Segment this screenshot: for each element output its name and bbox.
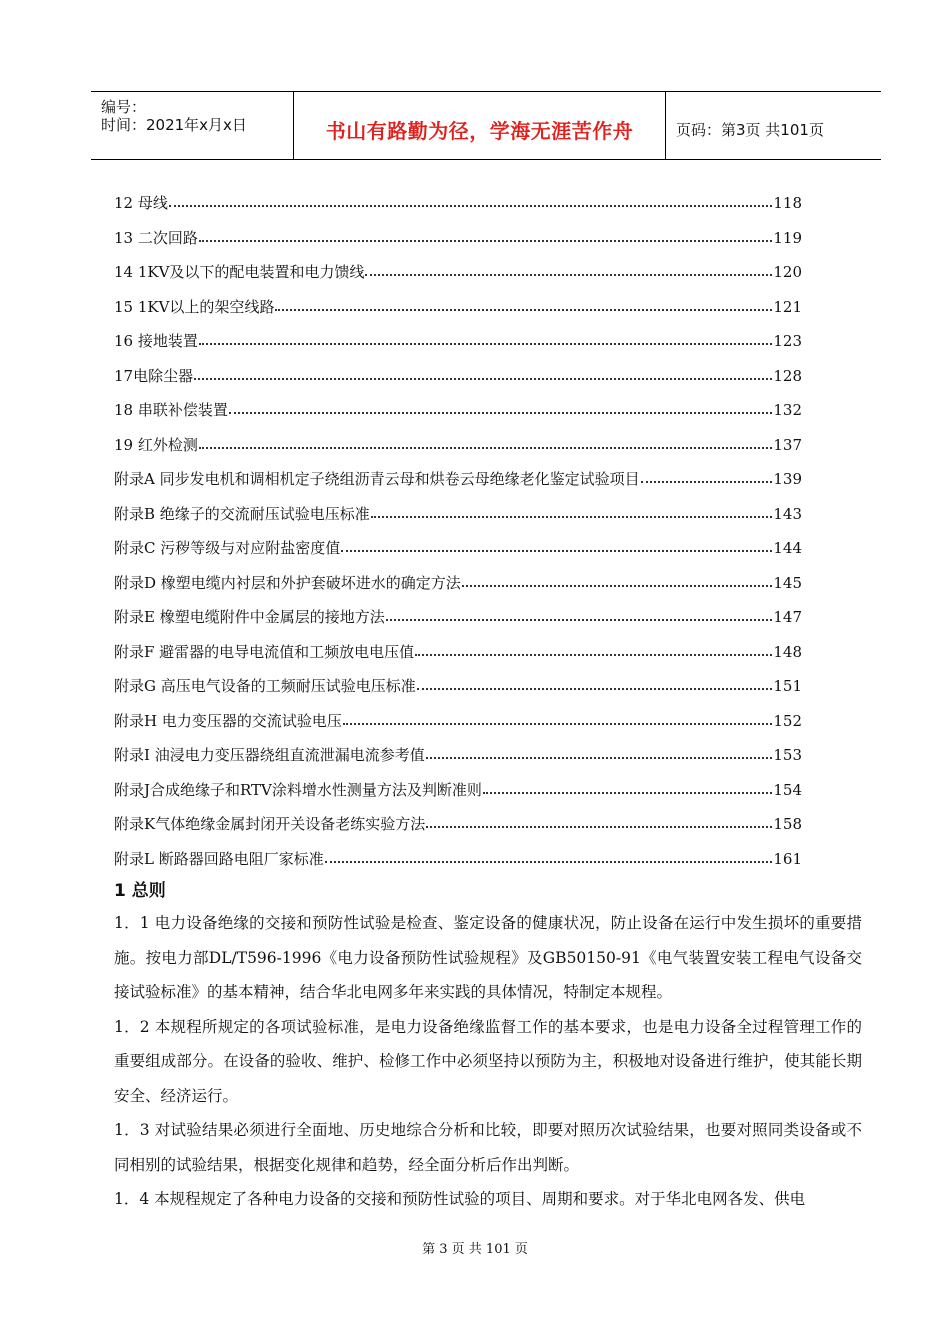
toc-entry-page: 121 <box>773 297 802 316</box>
toc-entry-label: 附录A 同步发电机和调相机定子绕组沥青云母和烘卷云母绝缘老化鉴定试验项目 <box>114 470 640 489</box>
toc-leader-dots <box>415 654 772 656</box>
toc-leader-dots <box>386 619 773 621</box>
toc-entry-page: 123 <box>773 332 802 351</box>
body-paragraph: 1．1 电力设备绝缘的交接和预防性试验是检查、鉴定设备的健康状况，防止设备在运行中发生损坏的重要措施。按电力部DL/T596-1996《电力设备预防性试验规程》及GB50150-91《电气装置安装工程电气设备交接试验标准》的基本精神，结合华北电网多年来实践的具体情况，特制定本规程。 <box>114 914 862 1001</box>
toc-leader-dots <box>641 481 773 483</box>
toc-entry-label: 附录G 高压电气设备的工频耐压试验电压标准 <box>114 677 416 696</box>
toc-entry <box>114 531 802 566</box>
toc-entry <box>114 428 802 463</box>
toc-entry <box>114 255 802 290</box>
table-of-contents <box>114 186 802 876</box>
toc-entry-page: 154 <box>773 780 802 799</box>
toc-entry-label: 18 串联补偿装置 <box>114 401 228 420</box>
toc-entry <box>114 462 802 497</box>
toc-entry <box>114 738 802 773</box>
toc-leader-dots <box>371 516 773 518</box>
toc-entry-page: 153 <box>773 746 802 765</box>
toc-leader-dots <box>229 412 773 414</box>
section-title: 1 总则 <box>114 881 166 901</box>
toc-leader-dots <box>343 723 773 725</box>
toc-entry-label: 附录C 污秽等级与对应附盐密度值 <box>114 539 341 558</box>
document-header <box>91 91 881 160</box>
toc-entry-page: 137 <box>773 435 802 454</box>
toc-entry <box>114 497 802 532</box>
toc-entry <box>114 807 802 842</box>
toc-leader-dots <box>341 550 772 552</box>
toc-entry <box>114 704 802 739</box>
toc-entry-page: 147 <box>773 608 802 627</box>
toc-leader-dots <box>417 688 773 690</box>
toc-leader-dots <box>194 378 772 380</box>
toc-entry-page: 120 <box>773 263 802 282</box>
toc-entry <box>114 842 802 877</box>
toc-entry-label: 附录D 橡塑电缆内衬层和外护套破坏进水的确定方法 <box>114 573 461 592</box>
toc-entry <box>114 566 802 601</box>
toc-entry <box>114 393 802 428</box>
toc-entry-label: 附录J合成绝缘子和RTV涂料增水性测量方法及判断准则 <box>114 780 482 799</box>
number-label: 编号： <box>101 98 147 116</box>
body-paragraph: 1．4 本规程规定了各种电力设备的交接和预防性试验的项目、周期和要求。对于华北电网各发、供电 <box>114 1190 806 1208</box>
toc-entry <box>114 773 802 808</box>
toc-entry-label: 附录I 油浸电力变压器绕组直流泄漏电流参考值 <box>114 746 425 765</box>
toc-entry-page: 118 <box>773 194 802 213</box>
header-page-cell <box>666 92 881 159</box>
header-info-cell <box>91 92 293 159</box>
toc-entry-page: 145 <box>773 573 802 592</box>
toc-leader-dots <box>275 309 772 311</box>
toc-leader-dots <box>169 205 773 207</box>
toc-leader-dots <box>462 585 773 587</box>
toc-leader-dots <box>325 861 773 863</box>
toc-leader-dots <box>426 826 772 828</box>
toc-entry-page: 139 <box>773 470 802 489</box>
toc-entry-page: 143 <box>773 504 802 523</box>
toc-entry <box>114 290 802 325</box>
toc-entry <box>114 669 802 704</box>
toc-entry-label: 14 1KV及以下的配电装置和电力馈线 <box>114 263 365 282</box>
toc-entry <box>114 324 802 359</box>
toc-entry-label: 附录K气体绝缘金属封闭开关设备老练实验方法 <box>114 815 426 834</box>
toc-entry <box>114 221 802 256</box>
toc-entry <box>114 359 802 394</box>
toc-entry <box>114 186 802 221</box>
page-info: 页码：第3页 共101页 <box>676 121 824 139</box>
toc-leader-dots <box>199 343 773 345</box>
body-paragraph: 1．2 本规程所规定的各项试验标准，是电力设备绝缘监督工作的基本要求，也是电力设备全过程管理工作的重要组成部分。在设备的验收、维护、检修工作中必须坚持以预防为主，积极地对设备进行维护，使其能长期安全、经济运行。 <box>114 1017 862 1105</box>
toc-entry-label: 附录L 断路器回路电阻厂家标准 <box>114 849 324 868</box>
motto-text: 书山有路勤为径，学海无涯苦作舟 <box>325 119 634 143</box>
toc-entry-page: 148 <box>773 642 802 661</box>
toc-leader-dots <box>483 792 772 794</box>
toc-leader-dots <box>199 447 773 449</box>
body-paragraph: 1．3 对试验结果必须进行全面地、历史地综合分析和比较，即要对照历次试验结果，也要对照同类设备或不同相别的试验结果，根据变化规律和趋势，经全面分析后作出判断。 <box>114 1121 862 1174</box>
toc-leader-dots <box>426 757 773 759</box>
toc-entry-page: 119 <box>773 228 802 247</box>
header-motto-cell <box>293 92 666 159</box>
toc-entry-label: 附录H 电力变压器的交流试验电压 <box>114 711 342 730</box>
toc-entry-page: 128 <box>773 366 802 385</box>
toc-entry-page: 132 <box>773 401 802 420</box>
toc-entry-page: 161 <box>773 849 802 868</box>
toc-entry <box>114 635 802 670</box>
section-body <box>114 906 862 1217</box>
toc-entry-label: 附录F 避雷器的电导电流值和工频放电电压值 <box>114 642 415 661</box>
toc-entry-label: 19 红外检测 <box>114 435 198 454</box>
toc-entry <box>114 600 802 635</box>
toc-entry-page: 151 <box>773 677 802 696</box>
toc-entry-label: 15 1KV以上的架空线路 <box>114 297 275 316</box>
toc-leader-dots <box>199 240 773 242</box>
toc-entry-label: 13 二次回路 <box>114 228 198 247</box>
time-label: 时间：2021年x月x日 <box>101 116 247 134</box>
toc-leader-dots <box>365 274 772 276</box>
toc-entry-page: 144 <box>773 539 802 558</box>
toc-entry-label: 12 母线 <box>114 194 168 213</box>
toc-entry-label: 16 接地装置 <box>114 332 198 351</box>
toc-entry-label: 附录E 橡塑电缆附件中金属层的接地方法 <box>114 608 385 627</box>
page-footer: 第 3 页 共 101 页 <box>422 1242 528 1257</box>
toc-entry-label: 17电除尘器 <box>114 366 194 385</box>
toc-entry-page: 152 <box>773 711 802 730</box>
toc-entry-label: 附录B 绝缘子的交流耐压试验电压标准 <box>114 504 370 523</box>
toc-entry-page: 158 <box>773 815 802 834</box>
